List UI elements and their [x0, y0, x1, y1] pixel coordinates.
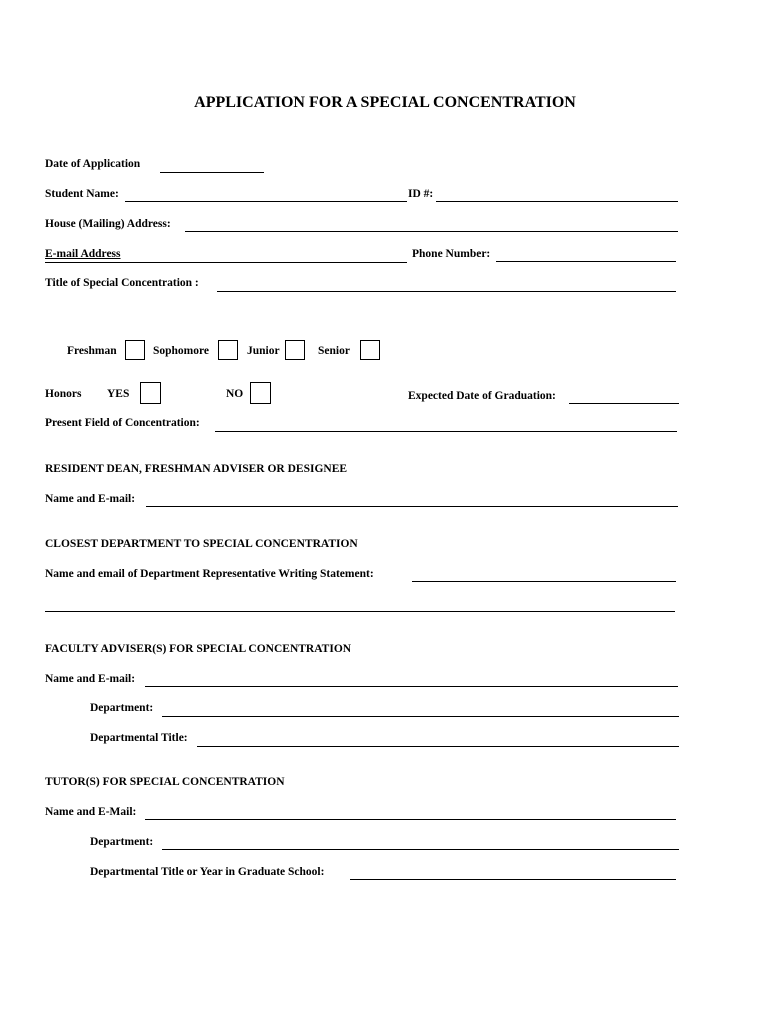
student-name-field[interactable]	[125, 187, 407, 202]
department-rep-field[interactable]	[412, 567, 676, 582]
resident-dean-name-email-label: Name and E-mail:	[45, 493, 136, 505]
tutor-name-email-label: Name and E-Mail:	[45, 806, 137, 818]
faculty-adviser-name-email-label: Name and E-mail:	[45, 673, 136, 685]
date-of-application-field[interactable]	[160, 158, 264, 173]
present-field-label: Present Field of Concentration:	[45, 417, 200, 429]
honors-yes-checkbox[interactable]	[140, 382, 161, 404]
honors-yes-label: YES	[107, 388, 130, 400]
faculty-adviser-title-label: Departmental Title:	[90, 732, 188, 744]
honors-label: Honors	[45, 388, 82, 400]
honors-no-label: NO	[226, 388, 244, 400]
house-address-label: House (Mailing) Address:	[45, 218, 171, 230]
title-special-label: Title of Special Concentration :	[45, 277, 199, 289]
email-address-field[interactable]	[45, 248, 407, 263]
expected-graduation-field[interactable]	[569, 389, 679, 404]
student-name-label: Student Name:	[45, 188, 119, 200]
id-label: ID #:	[408, 188, 434, 200]
tutor-title-field[interactable]	[350, 865, 676, 880]
tutor-name-email-field[interactable]	[145, 805, 676, 820]
honors-no-checkbox[interactable]	[250, 382, 271, 404]
senior-checkbox[interactable]	[360, 340, 380, 360]
sophomore-label: Sophomore	[153, 345, 210, 357]
tutor-department-label: Department:	[90, 836, 154, 848]
tutor-heading: TUTOR(S) FOR SPECIAL CONCENTRATION	[45, 776, 285, 788]
date-of-application-label: Date of Application	[45, 158, 141, 170]
closest-department-heading: CLOSEST DEPARTMENT TO SPECIAL CONCENTRATION	[45, 538, 358, 550]
house-address-field[interactable]	[185, 217, 678, 232]
department-rep-label: Name and email of Department Representative Writing Statement:	[45, 568, 374, 580]
faculty-adviser-heading: FACULTY ADVISER(S) FOR SPECIAL CONCENTRATION	[45, 643, 352, 655]
junior-checkbox[interactable]	[285, 340, 305, 360]
sophomore-checkbox[interactable]	[218, 340, 238, 360]
freshman-checkbox[interactable]	[125, 340, 145, 360]
resident-dean-name-email-field[interactable]	[146, 492, 678, 507]
faculty-adviser-department-field[interactable]	[162, 702, 679, 717]
phone-number-field[interactable]	[496, 247, 676, 262]
title-special-field[interactable]	[217, 277, 676, 292]
email-address-label: E-mail Address	[45, 248, 121, 260]
junior-label: Junior	[247, 345, 280, 357]
present-field-field[interactable]	[215, 417, 677, 432]
department-rep-field-continued[interactable]	[45, 597, 675, 612]
resident-dean-heading: RESIDENT DEAN, FRESHMAN ADVISER OR DESIGNEE	[45, 463, 348, 475]
tutor-title-label: Departmental Title or Year in Graduate School:	[90, 866, 325, 878]
phone-number-label: Phone Number:	[412, 248, 491, 260]
faculty-adviser-name-email-field[interactable]	[145, 672, 678, 687]
page-title: APPLICATION FOR A SPECIAL CONCENTRATION	[194, 94, 576, 111]
freshman-label: Freshman	[67, 345, 117, 357]
senior-label: Senior	[318, 345, 350, 357]
tutor-department-field[interactable]	[162, 835, 679, 850]
expected-graduation-label: Expected Date of Graduation:	[408, 390, 556, 402]
id-field[interactable]	[436, 187, 678, 202]
faculty-adviser-title-field[interactable]	[197, 732, 679, 747]
faculty-adviser-department-label: Department:	[90, 702, 154, 714]
